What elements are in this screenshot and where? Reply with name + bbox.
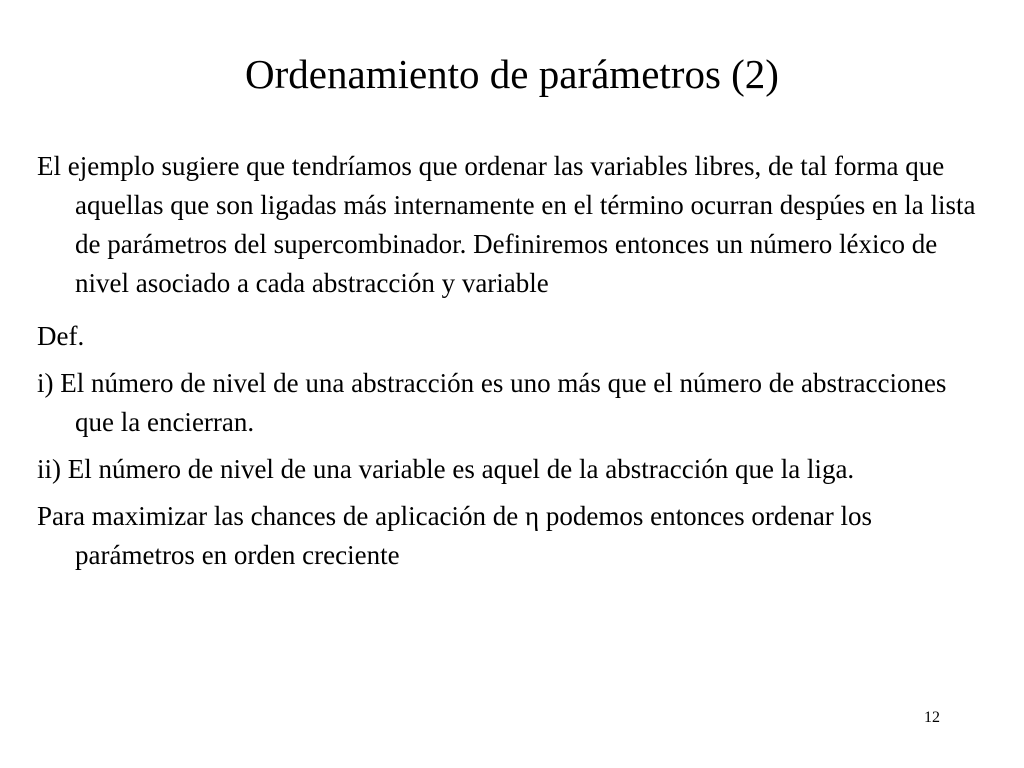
slide-body: [37, 147, 987, 575]
paragraph-def: Def.: [37, 321, 85, 351]
slide-title: Ordenamiento de parámetros (2): [245, 51, 779, 97]
page-number: 12: [924, 709, 940, 726]
paragraph-def-i: i) El número de nivel de una abstracción es uno más que el número de abstracciones que la encierran.: [37, 368, 947, 437]
paragraph-intro: El ejemplo sugiere que tendríamos que ordenar las variables libres, de tal forma que aquellas que son ligadas más internamente en el término ocurran despúes en la lista de parámetros del supercombinador. Definiremos entonces un número léxico de nivel asociado a cada abstracción y variable: [37, 151, 976, 298]
paragraph-conclusion: Para maximizar las chances de aplicación de η podemos entonces ordenar los parámetros en orden creciente: [37, 501, 873, 570]
paragraph-def-ii: ii) El número de nivel de una variable es aquel de la abstracción que la liga.: [37, 454, 855, 484]
